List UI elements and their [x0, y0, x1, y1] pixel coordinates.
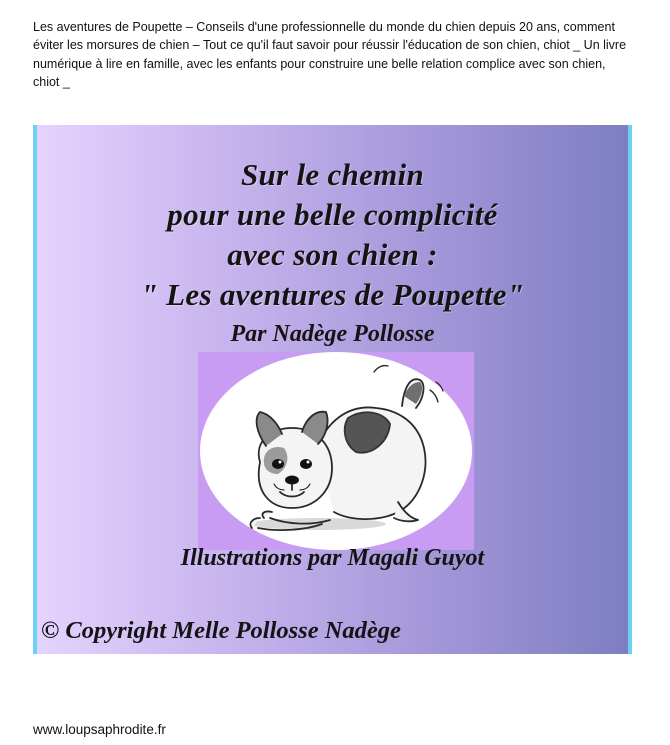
website-url: www.loupsaphrodite.fr — [33, 722, 166, 737]
cover-title-line-1: Sur le chemin — [240, 157, 425, 192]
cover-title-line-3: avec son chien : — [227, 237, 438, 272]
cover-illustrator: Illustrations par Magali Guyot — [180, 545, 485, 571]
cover-copyright: © Copyright Melle Pollosse Nadège — [41, 617, 401, 644]
french-bulldog-puppy-illustration — [198, 352, 474, 550]
book-cover — [33, 125, 632, 654]
cover-title-line-4: " Les aventures de Poupette" — [140, 277, 525, 312]
illustration-frame — [198, 352, 474, 550]
cover-title-line-2: pour une belle complicité — [167, 197, 498, 232]
cover-author: Par Nadège Pollosse — [230, 321, 435, 347]
intro-paragraph: Les aventures de Poupette – Conseils d'une professionnelle du monde du chien depuis 20 ans, comment éviter les morsures de chien – Tout ce qu'il faut savoir pour réussir l'éducation de son chien, chiot _ Un livre numérique à lire en famille, avec les enfants pour construire une belle relation complice avec son chien, chiot _ — [33, 20, 627, 89]
